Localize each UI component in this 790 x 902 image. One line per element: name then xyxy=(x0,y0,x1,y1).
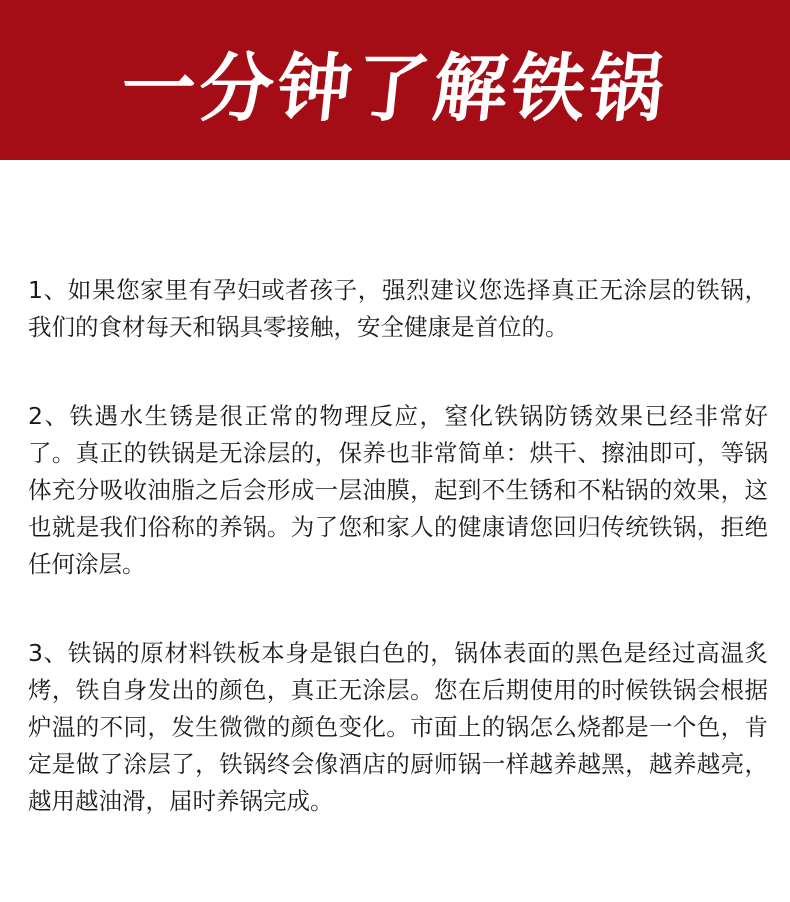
article-body xyxy=(28,272,768,820)
page-title: 一分钟了解铁锅 xyxy=(116,46,672,132)
paragraph-1: 1、如果您家里有孕妇或者孩子，强烈建议您选择真正无涂层的铁锅，我们的食材每天和锅具零接触，安全健康是首位的。 xyxy=(28,276,768,341)
header-banner xyxy=(0,0,790,160)
paragraph-3: 3、铁锅的原材料铁板本身是银白色的，锅体表面的黑色是经过高温炙烤，铁自身发出的颜色，真正无涂层。您在后期使用的时候铁锅会根据炉温的不同，发生微微的颜色变化。市面上的锅怎么烧都是一个色，肯定是做了涂层了，铁锅终会像酒店的厨师锅一样越养越黑，越养越亮，越用越油滑，届时养锅完成。 xyxy=(28,639,768,815)
paragraph-2: 2、铁遇水生锈是很正常的物理反应，窒化铁锅防锈效果已经非常好了。真正的铁锅是无涂层的，保养也非常简单：烘干、擦油即可，等锅体充分吸收油脂之后会形成一层油膜，起到不生锈和不粘锅的效果，这也就是我们俗称的养锅。为了您和家人的健康请您回归传统铁锅，拒绝任何涂层。 xyxy=(28,402,768,578)
